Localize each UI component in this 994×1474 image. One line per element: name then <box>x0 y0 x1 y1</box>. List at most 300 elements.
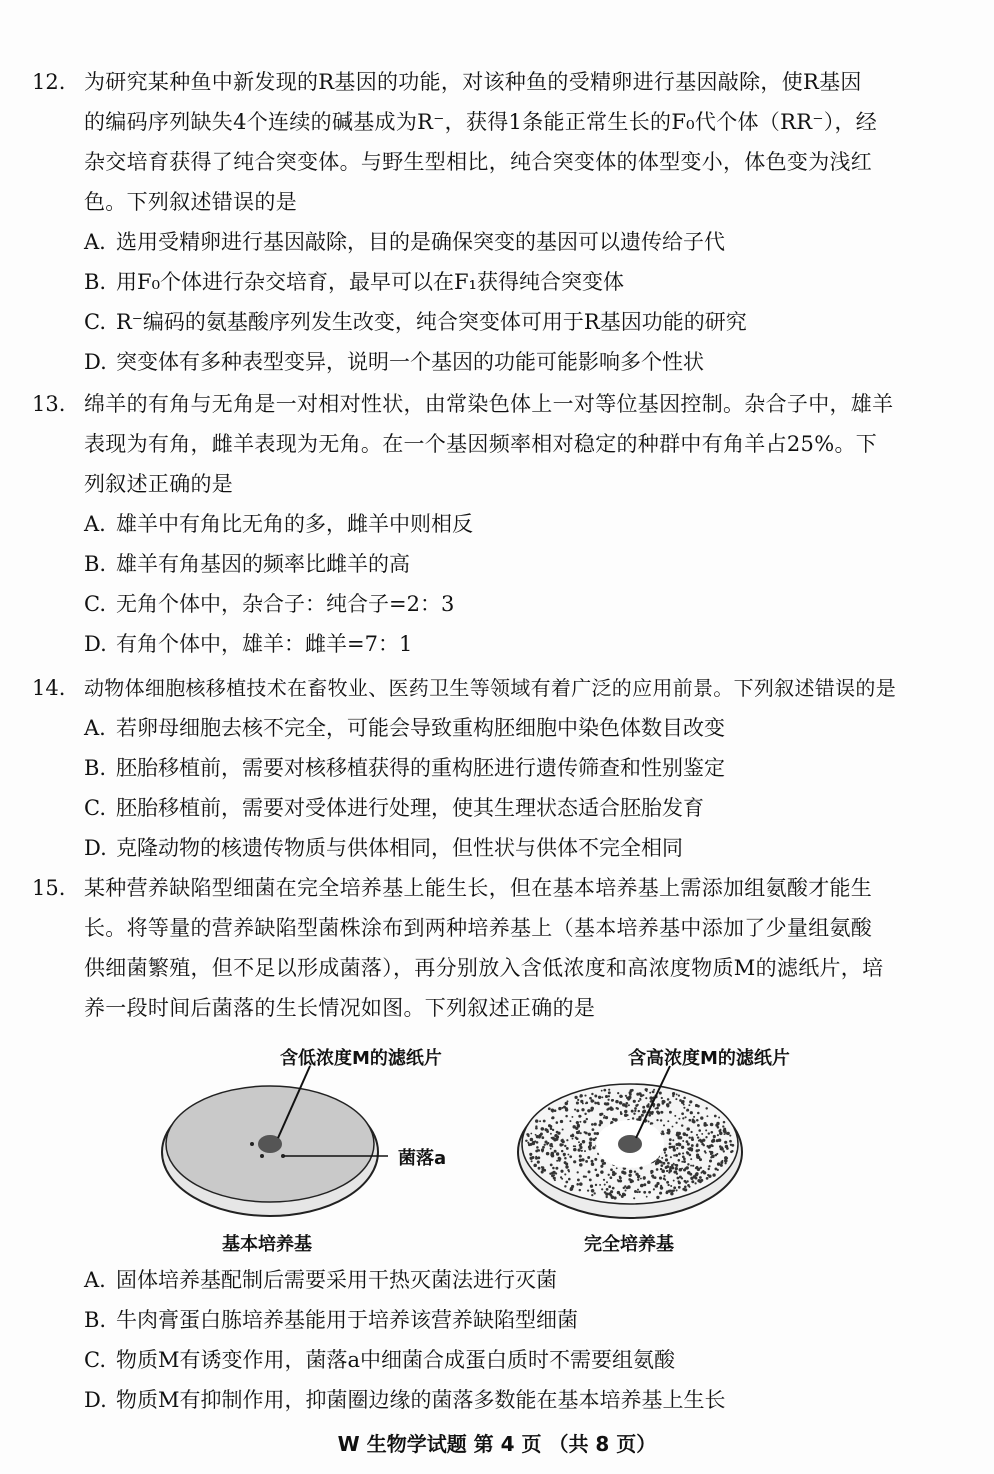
lawn-dot <box>589 1097 592 1100</box>
lawn-dot <box>648 1121 650 1123</box>
lawn-dot <box>549 1172 551 1174</box>
lawn-dot <box>610 1168 613 1171</box>
lawn-dot <box>564 1173 566 1175</box>
lawn-dot <box>566 1147 569 1150</box>
lawn-dot <box>604 1191 607 1194</box>
lawn-dot <box>571 1134 574 1137</box>
option-letter: C. <box>84 310 106 334</box>
lawn-dot <box>711 1155 715 1159</box>
lawn-dot <box>535 1119 538 1122</box>
lawn-dot <box>552 1171 555 1174</box>
lawn-dot <box>528 1143 531 1146</box>
lawn-dot <box>686 1127 689 1130</box>
high-filter-paper-disc <box>618 1135 642 1153</box>
lawn-dot <box>572 1138 574 1140</box>
lawn-dot <box>672 1095 674 1097</box>
lawn-dot <box>691 1144 694 1147</box>
label-low-concentration: 含低浓度M的滤纸片 <box>280 1048 442 1069</box>
lawn-dot <box>651 1174 654 1177</box>
lawn-dot <box>608 1091 611 1094</box>
lawn-dot <box>530 1133 532 1135</box>
lawn-dot <box>604 1102 607 1105</box>
lawn-dot <box>730 1144 732 1146</box>
option-text: 雄羊有角基因的频率比雌羊的高 <box>116 552 410 576</box>
lawn-dot <box>555 1167 558 1170</box>
lawn-dot <box>722 1125 724 1127</box>
question-number: 14. <box>32 676 66 700</box>
lawn-dot <box>603 1162 606 1165</box>
option-letter: A. <box>84 230 106 254</box>
lawn-dot <box>596 1174 599 1177</box>
lawn-dot <box>631 1110 634 1113</box>
lawn-dot <box>550 1143 553 1146</box>
lawn-dot <box>650 1101 652 1103</box>
lawn-dot <box>638 1116 641 1119</box>
lawn-dot <box>646 1196 648 1198</box>
lawn-dot <box>589 1137 592 1140</box>
lawn-dot <box>608 1089 610 1091</box>
lawn-dot <box>667 1184 669 1186</box>
lawn-dot <box>678 1159 681 1162</box>
question-number: 12. <box>32 70 66 94</box>
option-text: 无角个体中，杂合子：纯合子=2：3 <box>116 592 455 616</box>
lawn-dot <box>604 1184 606 1186</box>
lawn-dot <box>682 1100 685 1103</box>
lawn-dot <box>716 1153 718 1155</box>
lawn-dot <box>576 1183 579 1186</box>
lawn-dot <box>675 1154 678 1157</box>
option-c <box>84 1340 962 1380</box>
lawn-dot <box>544 1144 546 1146</box>
lawn-dot <box>669 1146 672 1149</box>
option-c <box>84 788 962 828</box>
lawn-dot <box>578 1149 581 1152</box>
lawn-dot <box>694 1182 696 1184</box>
lawn-dot <box>637 1179 639 1181</box>
lawn-dot <box>573 1160 576 1163</box>
lawn-dot <box>699 1158 702 1161</box>
lawn-dot <box>686 1152 689 1155</box>
lawn-dot <box>562 1139 564 1141</box>
lawn-dot <box>619 1194 621 1196</box>
lawn-dot <box>537 1161 540 1164</box>
lawn-dot <box>560 1170 563 1173</box>
lawn-dot <box>576 1101 579 1104</box>
lawn-dot <box>588 1146 591 1149</box>
lawn-dot <box>649 1096 652 1099</box>
lawn-dot <box>581 1108 584 1111</box>
lawn-dot <box>726 1157 728 1159</box>
lawn-dot <box>579 1121 581 1123</box>
lawn-dot <box>577 1131 580 1134</box>
lawn-dot <box>556 1152 559 1155</box>
lawn-dot <box>672 1139 674 1141</box>
lawn-dot <box>565 1115 568 1118</box>
lawn-dot <box>723 1130 727 1134</box>
lawn-dot <box>543 1120 546 1123</box>
lawn-dot <box>708 1175 711 1178</box>
lawn-dot <box>705 1129 707 1131</box>
lawn-dot <box>561 1150 563 1152</box>
lawn-dot <box>600 1170 603 1173</box>
lawn-dot <box>666 1165 669 1168</box>
lawn-dot <box>670 1185 672 1187</box>
lawn-dot <box>659 1177 662 1180</box>
lawn-dot <box>643 1191 646 1194</box>
lawn-dot <box>541 1170 544 1173</box>
lawn-dot <box>536 1146 539 1149</box>
lawn-dot <box>714 1115 717 1118</box>
lawn-dot <box>681 1177 683 1179</box>
lawn-dot <box>565 1108 568 1111</box>
lawn-dot <box>673 1163 675 1165</box>
lawn-dot <box>673 1154 675 1156</box>
stem-line: 动物体细胞核移植技术在畜牧业、医药卫生等领域有着广泛的应用前景。下列叙述错误的是 <box>84 676 896 700</box>
lawn-dot <box>563 1153 566 1156</box>
lawn-dot <box>623 1187 625 1189</box>
lawn-dot <box>564 1161 567 1164</box>
lawn-dot <box>678 1153 681 1156</box>
option-letter: B. <box>84 1308 107 1332</box>
lawn-dot <box>582 1140 585 1143</box>
lawn-dot <box>577 1099 579 1101</box>
lawn-dot <box>590 1107 594 1111</box>
option-letter: A. <box>84 1268 106 1292</box>
lawn-dot <box>724 1162 726 1164</box>
lawn-dot <box>661 1169 665 1173</box>
lawn-dot <box>678 1186 681 1189</box>
lawn-dot <box>592 1128 595 1131</box>
option-letter: B. <box>84 756 107 780</box>
lawn-dot <box>594 1132 597 1135</box>
lawn-dot <box>717 1162 721 1166</box>
lawn-dot <box>550 1163 553 1166</box>
lawn-dot <box>605 1116 608 1119</box>
lawn-dot <box>648 1114 651 1117</box>
lawn-dot <box>532 1156 535 1159</box>
option-letter: D. <box>84 350 107 374</box>
lawn-dot <box>565 1165 568 1168</box>
lawn-dot <box>677 1180 679 1182</box>
lawn-dot <box>643 1176 646 1179</box>
lawn-dot <box>681 1161 683 1163</box>
lawn-dot <box>662 1133 665 1136</box>
lawn-dot <box>560 1120 563 1123</box>
lawn-dot <box>612 1171 615 1174</box>
lawn-dot <box>681 1112 684 1115</box>
lawn-dot <box>659 1192 662 1195</box>
option-b <box>84 1300 962 1340</box>
option-letter: B. <box>84 552 107 576</box>
lawn-dot <box>656 1110 659 1113</box>
option-text: 若卵母细胞去核不完全，可能会导致重构胚细胞中染色体数目改变 <box>116 716 725 740</box>
lawn-dot <box>702 1139 705 1142</box>
lawn-dot <box>724 1141 727 1144</box>
lawn-dot <box>541 1136 544 1139</box>
lawn-dot <box>656 1168 659 1171</box>
lawn-dot <box>708 1132 710 1134</box>
lawn-dot <box>578 1141 580 1143</box>
lawn-dot <box>638 1191 640 1193</box>
lawn-dot <box>574 1096 577 1099</box>
lawn-dot <box>678 1118 680 1120</box>
lawn-dot <box>606 1196 608 1198</box>
lawn-dot <box>612 1187 615 1190</box>
lawn-dot <box>706 1115 708 1117</box>
option-d <box>84 342 962 382</box>
option-letter: D. <box>84 1388 107 1412</box>
complete-medium-dish <box>518 1066 742 1218</box>
lawn-dot <box>592 1146 595 1149</box>
lawn-dot <box>688 1186 690 1188</box>
lawn-dot <box>676 1173 678 1175</box>
lawn-dot <box>590 1099 593 1102</box>
lawn-dot <box>636 1118 638 1120</box>
lawn-dot <box>643 1110 647 1114</box>
lawn-dot <box>682 1117 684 1119</box>
lawn-dot <box>715 1124 718 1127</box>
lawn-dot <box>638 1110 640 1112</box>
lawn-dot <box>533 1164 537 1168</box>
lawn-dot <box>555 1138 558 1141</box>
lawn-dot <box>584 1095 586 1097</box>
lawn-dot <box>608 1185 611 1188</box>
lawn-dot <box>558 1157 561 1160</box>
stem-line: 为研究某种鱼中新发现的R基因的功能，对该种鱼的受精卵进行基因敲除，使R基因 <box>84 70 862 94</box>
lawn-dot <box>591 1194 593 1196</box>
lawn-dot <box>692 1120 695 1123</box>
lawn-dot <box>670 1192 673 1195</box>
lawn-dot <box>697 1136 699 1138</box>
lawn-dot <box>628 1104 630 1106</box>
lawn-dot <box>605 1095 608 1098</box>
stem-line: 长。将等量的营养缺陷型菌株涂布到两种培养基上（基本培养基中添加了少量组氨酸 <box>84 916 873 940</box>
lawn-dot <box>553 1177 556 1180</box>
lawn-dot <box>591 1123 594 1126</box>
lawn-dot <box>600 1165 603 1168</box>
lawn-dot <box>690 1147 694 1151</box>
lawn-dot <box>645 1097 647 1099</box>
lawn-dot <box>667 1098 670 1101</box>
option-letter: C. <box>84 796 106 820</box>
lawn-dot <box>716 1139 719 1142</box>
option-text: 胚胎移植前，需要对受体进行处理，使其生理状态适合胚胎发育 <box>116 796 704 820</box>
lawn-dot <box>586 1118 588 1120</box>
lawn-dot <box>718 1117 720 1119</box>
option-letter: D. <box>84 632 107 656</box>
question-number: 13. <box>32 392 66 416</box>
option-a <box>84 222 962 262</box>
lawn-dot <box>610 1176 613 1179</box>
lawn-dot <box>705 1107 707 1109</box>
lawn-dot <box>687 1143 690 1146</box>
lawn-dot <box>569 1120 571 1122</box>
lawn-dot <box>690 1131 692 1133</box>
lawn-dot <box>665 1191 668 1194</box>
lawn-dot <box>535 1125 537 1127</box>
lawn-dot <box>674 1115 676 1117</box>
lawn-dot <box>629 1170 633 1174</box>
lawn-dot <box>683 1169 686 1172</box>
option-c <box>84 584 962 624</box>
lawn-dot <box>699 1181 702 1184</box>
lawn-dot <box>634 1107 637 1110</box>
lawn-dot <box>607 1107 610 1110</box>
stem-line: 供细菌繁殖，但不足以形成菌落），再分别放入含低浓度和高浓度物质M的滤纸片，培 <box>84 956 884 980</box>
lawn-dot <box>617 1179 619 1181</box>
lawn-dot <box>575 1137 577 1139</box>
lawn-dot <box>603 1089 606 1092</box>
lawn-dot <box>634 1170 636 1172</box>
lawn-dot <box>678 1142 681 1145</box>
lawn-dot <box>677 1134 679 1136</box>
lawn-dot <box>625 1190 627 1192</box>
option-text: 用F₀个体进行杂交培育，最早可以在F₁获得纯合突变体 <box>116 270 624 294</box>
option-text: 物质M有诱变作用，菌落a中细菌合成蛋白质时不需要组氨酸 <box>116 1348 676 1372</box>
lawn-dot <box>682 1152 684 1154</box>
lawn-dot <box>682 1140 684 1142</box>
lawn-dot <box>683 1132 686 1135</box>
option-text: 物质M有抑制作用，抑菌圈边缘的菌落多数能在基本培养基上生长 <box>116 1388 726 1412</box>
lawn-dot <box>573 1145 575 1147</box>
stem-line: 色。下列叙述错误的是 <box>84 190 297 214</box>
lawn-dot <box>703 1144 705 1146</box>
lawn-dot <box>688 1136 690 1138</box>
lawn-dot <box>564 1185 566 1187</box>
lawn-dot <box>580 1132 582 1134</box>
lawn-dot <box>688 1104 690 1106</box>
option-letter: A. <box>84 512 106 536</box>
lawn-dot <box>598 1124 601 1127</box>
lawn-dot <box>660 1119 662 1121</box>
lawn-dot <box>675 1122 677 1124</box>
lawn-dot <box>655 1163 657 1165</box>
lawn-dot <box>546 1143 548 1145</box>
lawn-dot <box>669 1167 671 1169</box>
lawn-dot <box>720 1129 722 1131</box>
lawn-dot <box>570 1187 573 1190</box>
lawn-dot <box>535 1156 537 1158</box>
lawn-dot <box>581 1150 583 1152</box>
lawn-dot <box>597 1102 600 1105</box>
lawn-dot <box>683 1158 686 1161</box>
lawn-dot <box>554 1109 557 1112</box>
lawn-dot <box>590 1185 593 1188</box>
lawn-dot <box>700 1116 703 1119</box>
lawn-dot <box>695 1173 699 1177</box>
lawn-dot <box>577 1171 579 1173</box>
lawn-dot <box>576 1121 578 1123</box>
lawn-dot <box>626 1114 628 1116</box>
lawn-dot <box>587 1109 590 1112</box>
lawn-dot <box>710 1151 713 1154</box>
petri-dish-diagram <box>150 1040 870 1260</box>
lawn-dot <box>530 1138 534 1142</box>
lawn-dot <box>706 1124 708 1126</box>
lawn-dot <box>662 1162 665 1165</box>
lawn-dot <box>705 1152 707 1154</box>
lawn-dot <box>552 1110 554 1112</box>
lawn-dot <box>531 1160 533 1162</box>
lawn-dot <box>666 1170 668 1172</box>
lawn-dot <box>599 1120 602 1123</box>
lawn-dot <box>539 1120 541 1122</box>
lawn-dot <box>587 1189 589 1191</box>
lawn-dot <box>558 1107 561 1110</box>
stem-line: 绵羊的有角与无角是一对相对性状，由常染色体上一对等位基因控制。杂合子中，雄羊 <box>84 392 894 416</box>
option-b <box>84 544 962 584</box>
lawn-dot <box>705 1136 707 1138</box>
lawn-dot <box>681 1168 683 1170</box>
label-colony-a: 菌落a <box>398 1148 447 1169</box>
lawn-dot <box>676 1093 678 1095</box>
lawn-dot <box>599 1184 601 1186</box>
lawn-dot <box>664 1179 666 1181</box>
lawn-dot <box>619 1179 622 1182</box>
lawn-dot <box>532 1141 536 1145</box>
option-letter: B. <box>84 270 107 294</box>
lawn-dot <box>633 1197 635 1199</box>
lawn-dot <box>634 1110 636 1112</box>
lawn-dot <box>697 1124 700 1127</box>
option-text: 克隆动物的核遗传物质与供体相同，但性状与供体不完全相同 <box>116 836 683 860</box>
lawn-dot <box>673 1180 675 1182</box>
lawn-dot <box>614 1196 617 1199</box>
lawn-dot <box>637 1189 639 1191</box>
option-c <box>84 302 962 342</box>
lawn-dot <box>628 1096 631 1099</box>
lawn-dot <box>591 1163 595 1167</box>
lawn-dot <box>576 1109 579 1112</box>
lawn-dot <box>678 1094 680 1096</box>
lawn-dot <box>665 1158 668 1161</box>
lawn-dot <box>657 1103 661 1107</box>
lawn-dot <box>579 1155 582 1158</box>
lawn-dot <box>552 1167 555 1170</box>
lawn-dot <box>541 1127 545 1131</box>
lawn-dot <box>541 1148 544 1151</box>
lawn-dot <box>542 1146 545 1149</box>
lawn-dot <box>709 1144 712 1147</box>
option-text: 雄羊中有角比无角的多，雌羊中则相反 <box>116 512 473 536</box>
lawn-dot <box>565 1102 568 1105</box>
lawn-dot <box>561 1107 563 1109</box>
stem-line: 表现为有角，雌羊表现为无角。在一个基因频率相对稳定的种群中有角羊占25%。下 <box>84 432 878 456</box>
option-text: 胚胎移植前，需要对核移植获得的重构胚进行遗传筛查和性别鉴定 <box>116 756 725 780</box>
lawn-dot <box>723 1121 726 1124</box>
lawn-dot <box>579 1189 581 1191</box>
lawn-dot <box>677 1177 680 1180</box>
option-text: 突变体有多种表型变异，说明一个基因的功能可能影响多个性状 <box>116 350 704 374</box>
lawn-dot <box>675 1164 678 1167</box>
lawn-dot <box>589 1178 592 1181</box>
label-complete-medium: 完全培养基 <box>584 1234 674 1255</box>
lawn-dot <box>577 1124 580 1127</box>
lawn-dot <box>579 1163 583 1167</box>
lawn-dot <box>669 1101 672 1104</box>
lawn-dot <box>613 1119 615 1121</box>
option-letter: C. <box>84 1348 106 1372</box>
lawn-dot <box>595 1184 597 1186</box>
lawn-dot <box>578 1115 581 1118</box>
lawn-dot <box>619 1095 622 1098</box>
lawn-dot <box>591 1160 594 1163</box>
question-12 <box>32 62 962 382</box>
option-letter: C. <box>84 592 106 616</box>
lawn-dot <box>663 1175 665 1177</box>
lawn-dot <box>696 1119 699 1122</box>
lawn-dot <box>699 1139 701 1141</box>
